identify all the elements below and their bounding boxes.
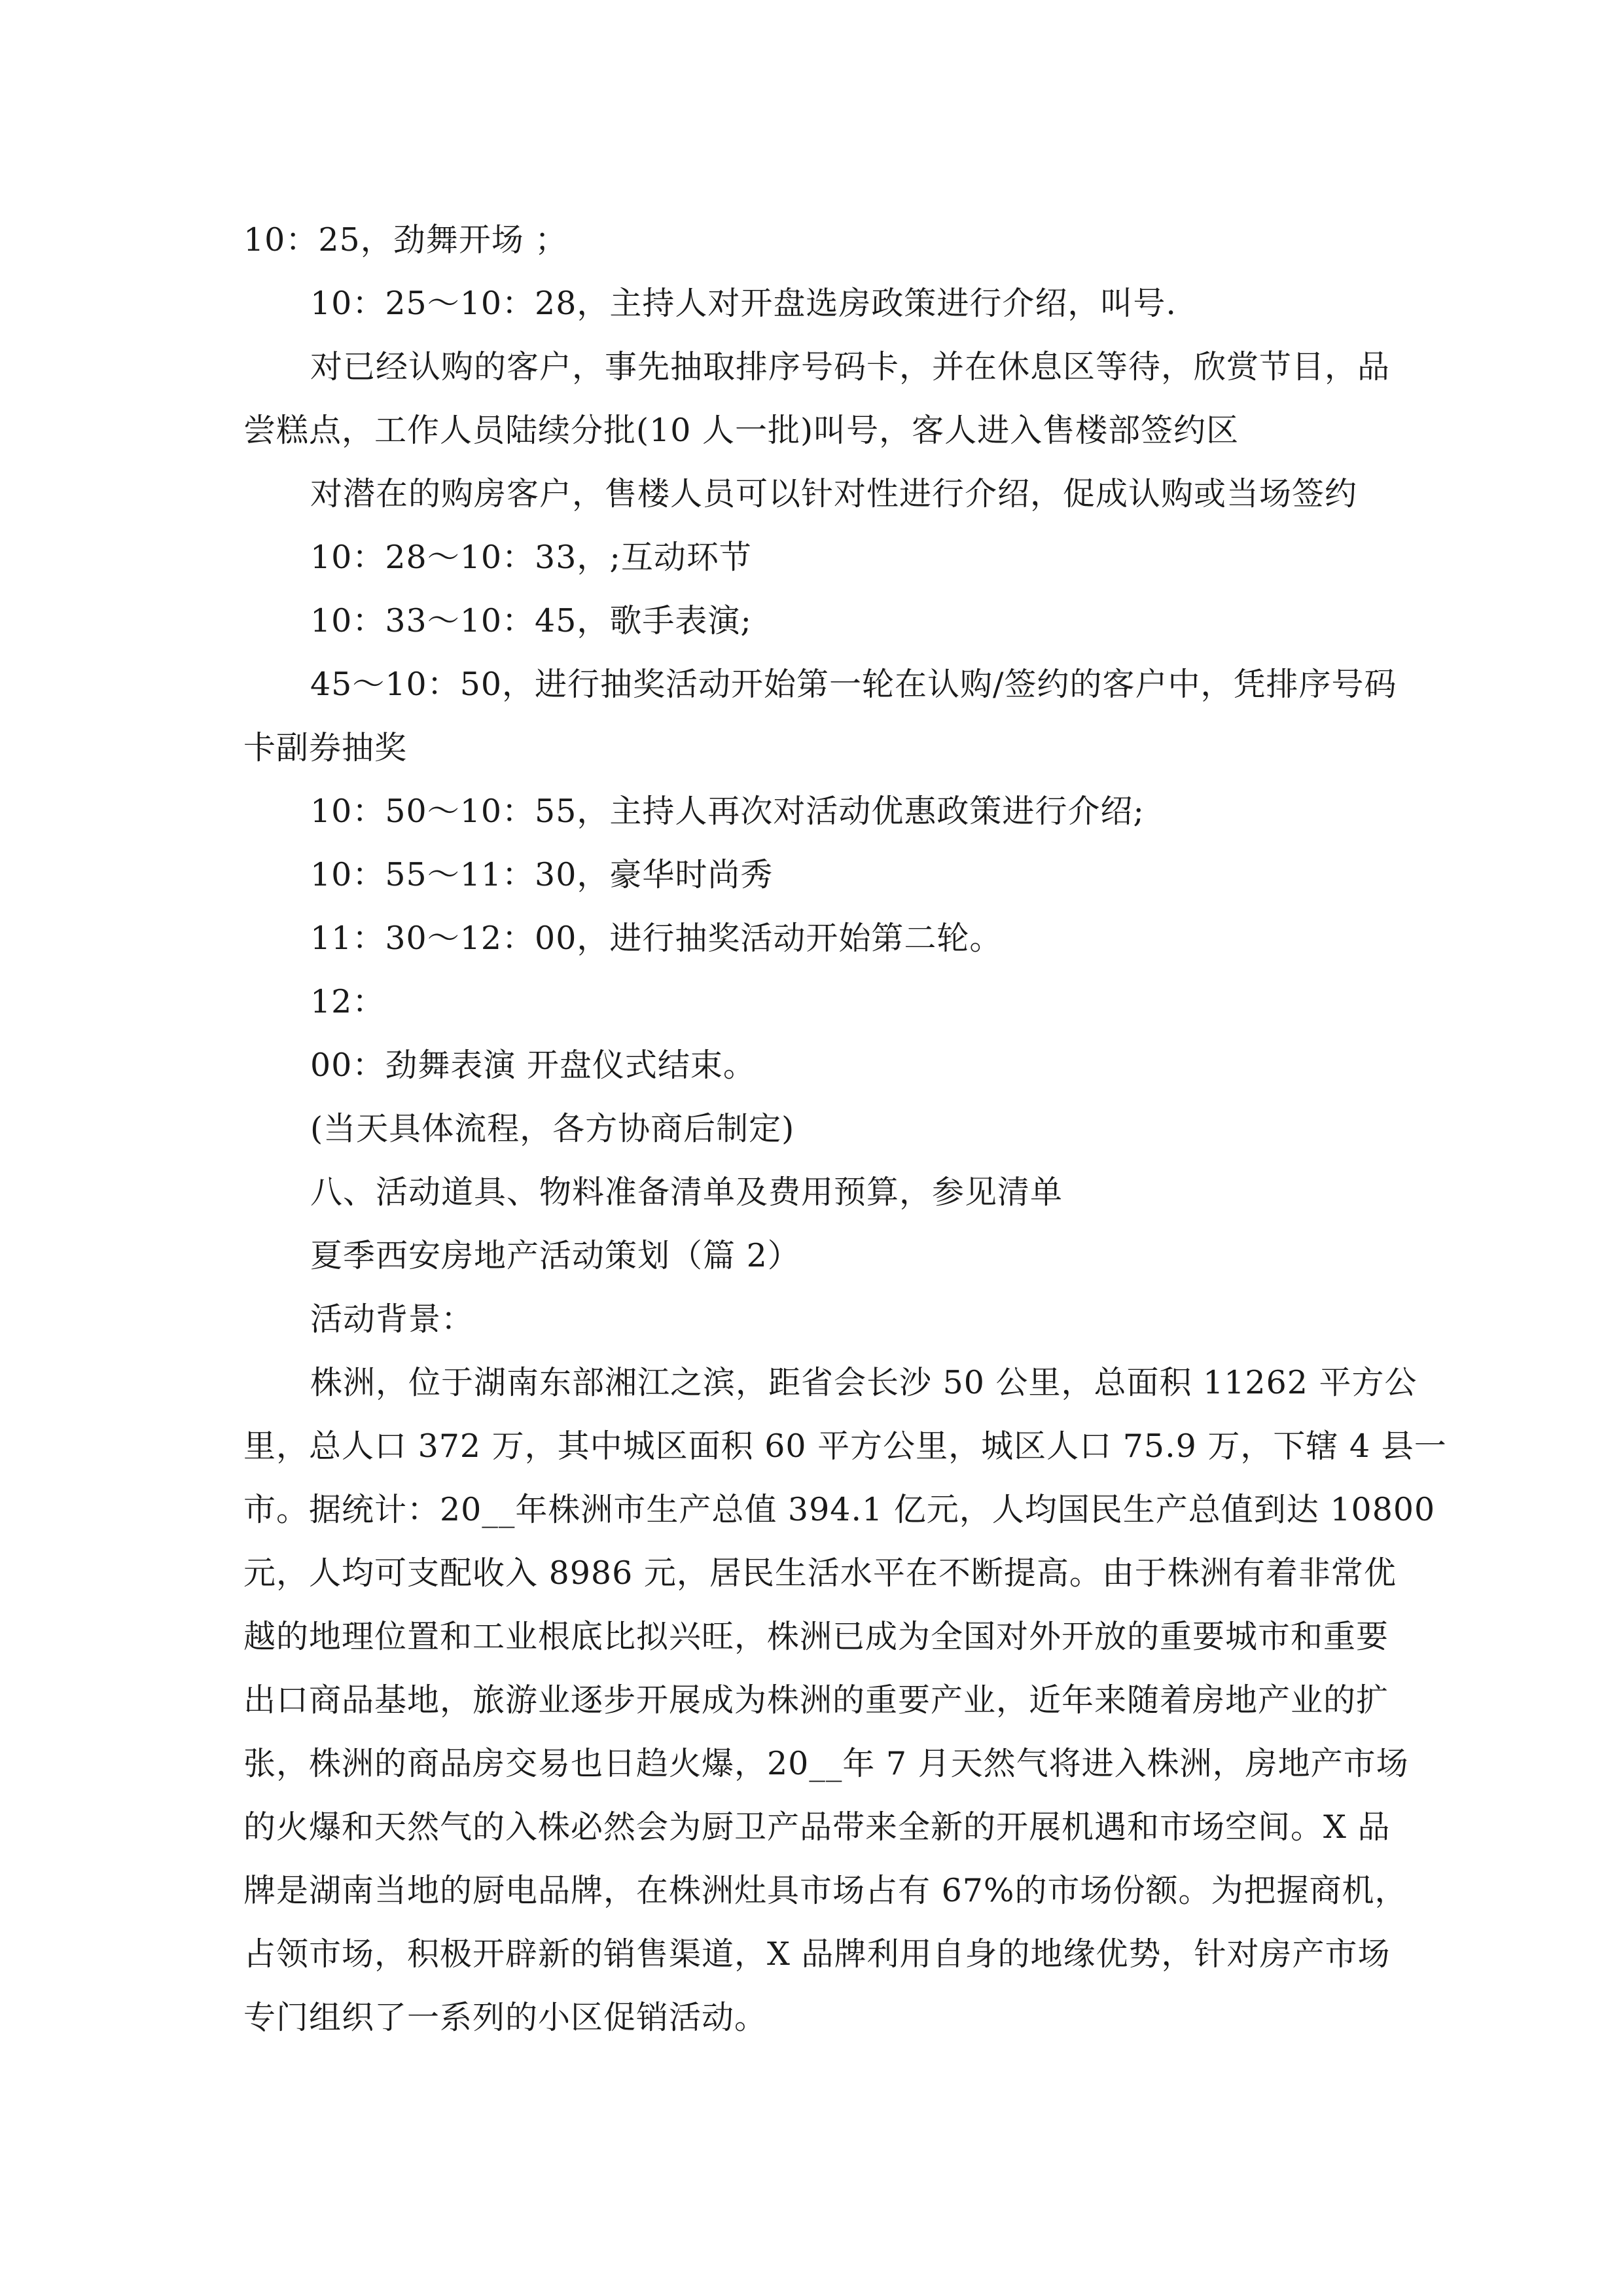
- text-line: 出口商品基地，旅游业逐步开展成为株洲的重要产业，近年来随着房地产业的扩: [243, 1681, 1389, 1719]
- text-line: 11：30～12：00，进行抽奖活动开始第二轮。: [310, 920, 1003, 957]
- subheading: 活动背景：: [310, 1300, 474, 1338]
- text-line: 10：25～10：28，主持人对开盘选房政策进行介绍，叫号.: [310, 285, 1177, 322]
- text-line: 的火爆和天然气的入株必然会为厨卫产品带来全新的开展机遇和市场空间。X 品: [243, 1808, 1391, 1846]
- text-line: 张，株洲的商品房交易也日趋火爆，20__年 7 月天然气将进入株洲，房地产市场: [243, 1745, 1409, 1782]
- text-line: 元，人均可支配收入 8986 元，居民生活水平在不断提高。由于株洲有着非常优: [243, 1554, 1397, 1592]
- text-line: 牌是湖南当地的厨电品牌，在株洲灶具市场占有 67%的市场份额。为把握商机，: [243, 1872, 1408, 1909]
- text-line: 卡副券抽奖: [243, 729, 408, 766]
- text-line: 对已经认购的客户，事先抽取排序号码卡，并在休息区等待，欣赏节目，品: [310, 348, 1391, 386]
- text-line: 对潜在的购房客户，售楼人员可以针对性进行介绍，促成认购或当场签约: [310, 475, 1358, 512]
- text-line: (当天具体流程，各方协商后制定): [310, 1110, 795, 1147]
- section-heading: 八、活动道具、物料准备清单及费用预算，参见清单: [310, 1174, 1063, 1211]
- text-line: 里，总人口 372 万，其中城区面积 60 平方公里，城区人口 75.9 万，下辖 4 县一: [243, 1427, 1447, 1465]
- text-line: 专门组织了一系列的小区促销活动。: [243, 1999, 768, 2036]
- text-line: 10：55～11：30，豪华时尚秀: [310, 856, 774, 893]
- text-line: 尝糕点，工作人员陆续分批(10 人一批)叫号，客人进入售楼部签约区: [243, 412, 1240, 449]
- document-body: [243, 208, 1447, 2049]
- text-line: 10：28～10：33，;互动环节: [310, 539, 752, 576]
- text-line: 越的地理位置和工业根底比拟兴旺，株洲已成为全国对外开放的重要城市和重要: [243, 1618, 1389, 1655]
- text-line: 占领市场，积极开辟新的销售渠道，X 品牌利用自身的地缘优势，针对房产市场: [243, 1935, 1391, 1973]
- text-line: 10：33～10：45，歌手表演;: [310, 602, 752, 639]
- text-line: 10：25，劲舞开场 ；: [243, 221, 568, 259]
- text-line: 株洲，位于湖南东部湘江之滨，距省会长沙 50 公里，总面积 11262 平方公: [310, 1364, 1418, 1401]
- article-title: 夏季西安房地产活动策划（篇 2）: [310, 1237, 800, 1274]
- text-line: 45～10：50，进行抽奖活动开始第一轮在认购/签约的客户中，凭排序号码: [310, 666, 1397, 703]
- text-line: 10：50～10：55，主持人再次对活动优惠政策进行介绍;: [310, 793, 1145, 830]
- text-line: 00：劲舞表演 开盘仪式结束。: [310, 1047, 756, 1084]
- text-line: 12：: [310, 983, 385, 1020]
- text-line: 市。据统计：20__年株洲市生产总值 394.1 亿元，人均国民生产总值到达 10800: [243, 1491, 1436, 1528]
